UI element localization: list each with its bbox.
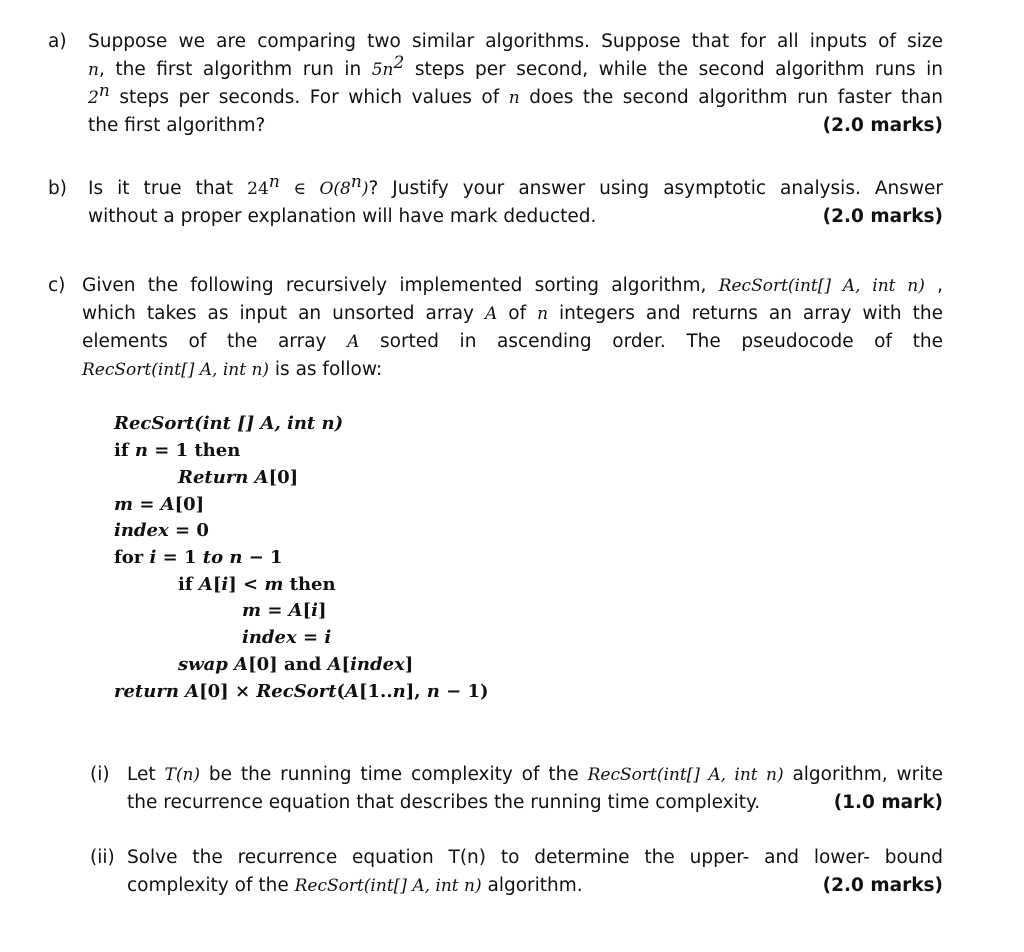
sub-i-label: (i) [90, 764, 110, 785]
part-a-line-2: n, the first algorithm run in $5n^2$ steps per second, while the second algorithm runs in [88, 53, 943, 80]
part-c-line-1: Given the following recursively implemented sorting algorithm, RecSort(int[] A, int n) , [82, 275, 943, 296]
code-line-11: return A[0] × RecSort(A[1..n], n − 1) [114, 681, 489, 702]
part-a-marks: (2.0 marks) [822, 115, 943, 136]
part-a-line-4: the first algorithm? [88, 115, 266, 136]
part-c-line-3: elements of the array A sorted in ascending order. The pseudocode of the [82, 331, 943, 352]
part-b-line-2: without a proper explanation will have mark deducted. [88, 206, 597, 227]
sub-ii-line-1: Solve the recurrence equation T(n) to determine the upper- and lower- bound [127, 847, 943, 868]
code-line-2: if n = 1 then [114, 440, 241, 461]
part-b-label: b) [48, 178, 67, 199]
part-a-label: a) [48, 31, 67, 52]
code-line-1: RecSort(int [] A, int n) [114, 413, 344, 434]
part-b-line-1: Is it true that 24$^n$ ∈ O(8$^n$)? Justify your answer using asymptotic analysis. Answer [88, 172, 944, 199]
sub-ii-line-2: complexity of the RecSort(int[] A, int n) algorithm. [127, 875, 583, 896]
code-line-4: m = A[0] [114, 494, 205, 515]
code-line-10: swap A[0] and A[index] [178, 654, 414, 675]
sub-ii-label: (ii) [90, 847, 115, 868]
part-c-line-2: which takes as input an unsorted array A of n integers and returns an array with the [82, 303, 943, 324]
sub-i-line-2: the recurrence equation that describes the running time complexity. [127, 792, 761, 813]
code-line-9: index = i [242, 627, 332, 648]
code-line-3: Return A[0] [178, 467, 299, 488]
code-line-5: index = 0 [114, 520, 209, 541]
part-c-label: c) [48, 275, 66, 296]
sub-i-line-1: Let T(n) be the running time complexity of the RecSort(int[] A, int n) algorithm, write [127, 764, 943, 785]
sub-i-marks: (1.0 mark) [833, 792, 943, 813]
part-a-line-1: Suppose we are comparing two similar algorithms. Suppose that for all inputs of size [88, 31, 943, 52]
part-a-line-3: 2$^n$ steps per seconds. For which values of n does the second algorithm run faster than [88, 81, 944, 108]
code-line-8: m = A[i] [242, 600, 327, 621]
code-line-7: if A[i] < m then [178, 574, 336, 595]
part-b-marks: (2.0 marks) [822, 206, 943, 227]
code-line-6: for i = 1 to n − 1 [114, 547, 283, 568]
sub-ii-marks: (2.0 marks) [822, 875, 943, 896]
part-c-line-4: RecSort(int[] A, int n) is as follow: [82, 359, 383, 380]
